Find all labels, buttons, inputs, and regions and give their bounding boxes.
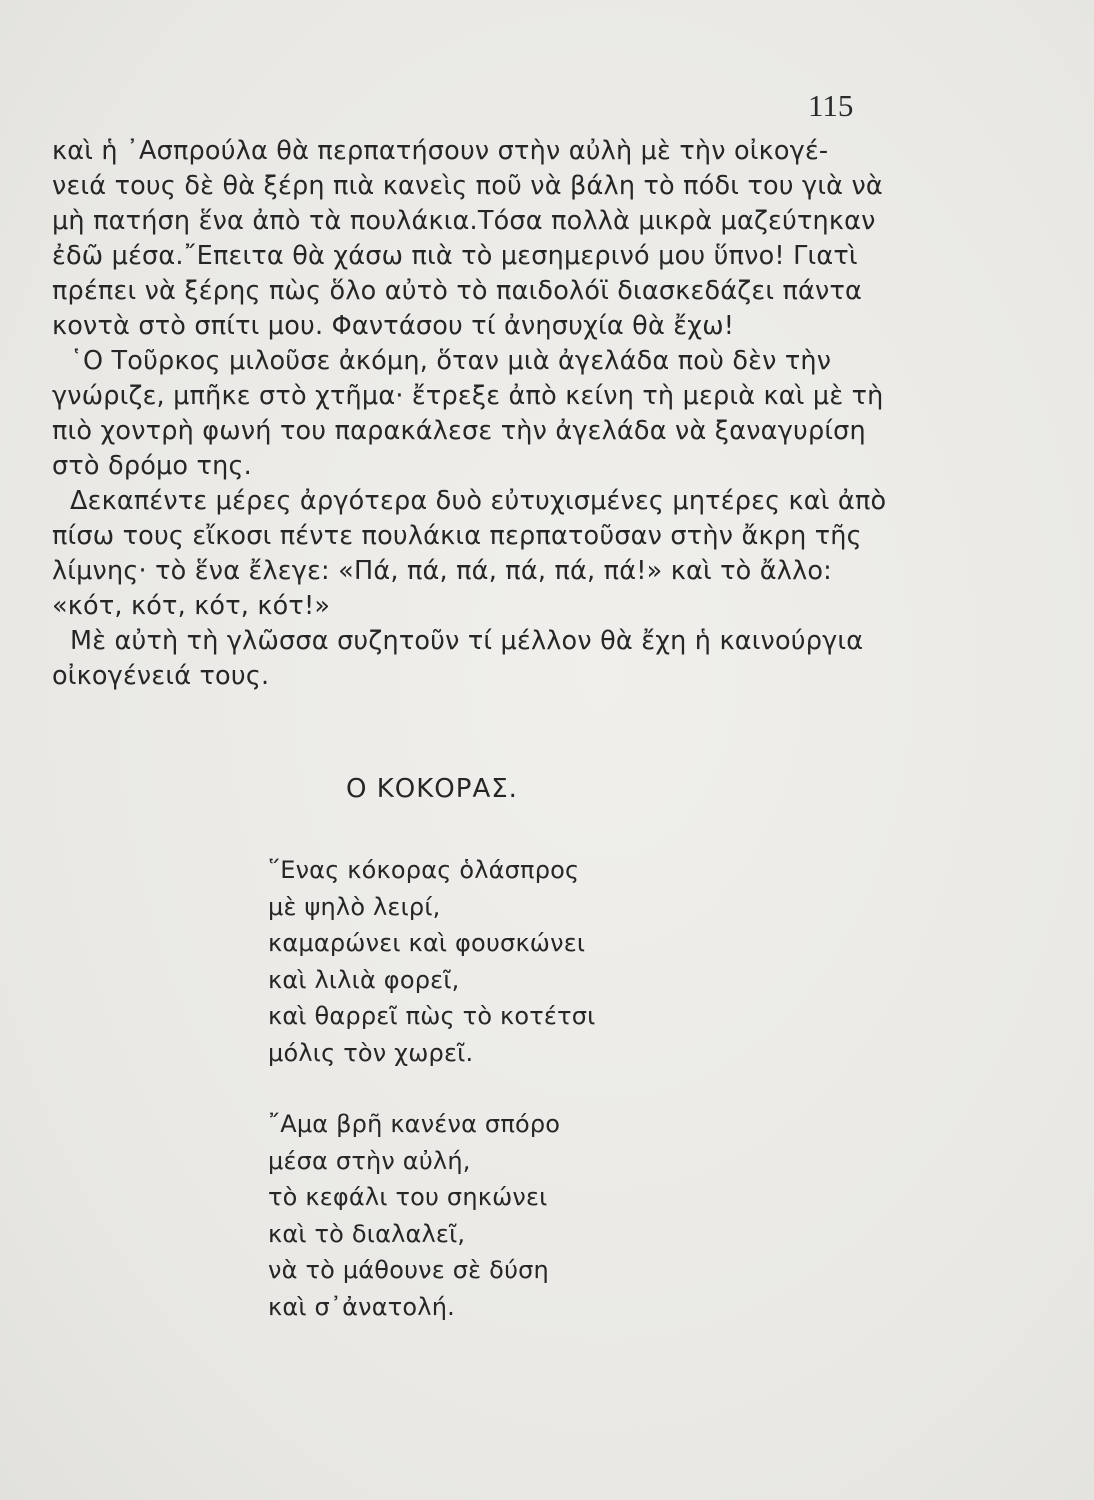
prose-line: μὴ πατήση ἕνα ἀπὸ τὰ πουλάκια.Τόσα πολλὰ μικρὰ μαζεύτηκαν xyxy=(52,206,876,236)
poem-title: Ο ΚΟΚΟΡΑΣ. xyxy=(346,774,518,804)
prose-line: καὶ ἡ ᾿Ασπρούλα θὰ περπατήσουν στὴν αὐλὴ μὲ τὴν οἰκογέ- xyxy=(52,136,829,166)
poem-line: μέσα στὴν αὐλή, xyxy=(268,1146,471,1175)
prose-line: κοντὰ στὸ σπίτι μου. Φαντάσου τί ἀνησυχία θὰ ἔχω! xyxy=(52,311,735,341)
poem-line: καμαρώνει καὶ φουσκώνει xyxy=(268,929,586,957)
prose-line: πίσω τους εἴκοσι πέντε πουλάκια περπατοῦσαν στὴν ἄκρη τῆς xyxy=(52,521,862,551)
prose-line: πιὸ χοντρὴ φωνή του παρακάλεσε τὴν ἀγελάδα νὰ ξαναγυρίση xyxy=(52,416,866,446)
prose-line: λίμνης· τὸ ἕνα ἔλεγε: «Πά, πά, πά, πά, πά, πά!» καὶ τὸ ἄλλο: xyxy=(52,556,832,586)
poem-line: καὶ θαρρεῖ πὼς τὸ κοτέτσι xyxy=(268,1002,596,1030)
poem-line: καὶ τὸ διαλαλεῖ, xyxy=(268,1219,466,1248)
prose-line: οἰκογένειά τους. xyxy=(52,661,270,691)
poem-line: μὲ ψηλὸ λειρί, xyxy=(268,892,441,921)
prose-line: Δεκαπέντε μέρες ἀργότερα δυὸ εὐτυχισμένες μητέρες καὶ ἀπὸ xyxy=(70,486,887,516)
poem-line: μόλις τὸν χωρεῖ. xyxy=(268,1038,474,1067)
prose-line: ἐδῶ μέσα.῎Επειτα θὰ χάσω πιὰ τὸ μεσημερινό μου ὕπνο! Γιατὶ xyxy=(52,241,858,271)
poem-line: καὶ λιλιὰ φορεῖ, xyxy=(268,965,460,994)
poem-line: καὶ σ᾿ἀνατολή. xyxy=(268,1292,455,1321)
prose-line: Μὲ αὐτὴ τὴ γλῶσσα συζητοῦν τί μέλλον θὰ ἔχη ἡ καινούργια xyxy=(70,626,864,656)
poem-stanza-1 xyxy=(268,852,595,1071)
page-number: 115 xyxy=(808,88,854,123)
prose-line: νειά τους δὲ θὰ ξέρη πιὰ κανεὶς ποῦ νὰ βάλη τὸ πόδι του γιὰ νὰ xyxy=(52,171,883,201)
poem-line: ῞Ενας κόκορας ὁλάσπρος xyxy=(268,856,580,884)
prose-line: στὸ δρόμο της. xyxy=(52,451,252,481)
prose-block xyxy=(52,134,887,694)
prose-line: ῾Ο Τοῦρκος μιλοῦσε ἀκόμη, ὅταν μιὰ ἀγελάδα ποὺ δὲν τὴν xyxy=(70,346,832,376)
prose-line: γνώριζε, μπῆκε στὸ χτῆμα· ἔτρεξε ἀπὸ κείνη τὴ μεριὰ καὶ μὲ τὴ xyxy=(52,381,884,411)
prose-line: πρέπει νὰ ξέρης πὼς ὅλο αὐτὸ τὸ παιδολόϊ διασκεδάζει πάντα xyxy=(52,276,863,306)
poem-line: νὰ τὸ μάθουνε σὲ δύση xyxy=(268,1256,549,1284)
poem-line: τὸ κεφάλι του σηκώνει xyxy=(268,1183,548,1211)
prose-line: «κότ, κότ, κότ, κότ!» xyxy=(52,591,331,621)
poem-stanza-2 xyxy=(268,1106,560,1325)
poem-line: ῎Αμα βρῆ κανένα σπόρο xyxy=(268,1110,561,1138)
